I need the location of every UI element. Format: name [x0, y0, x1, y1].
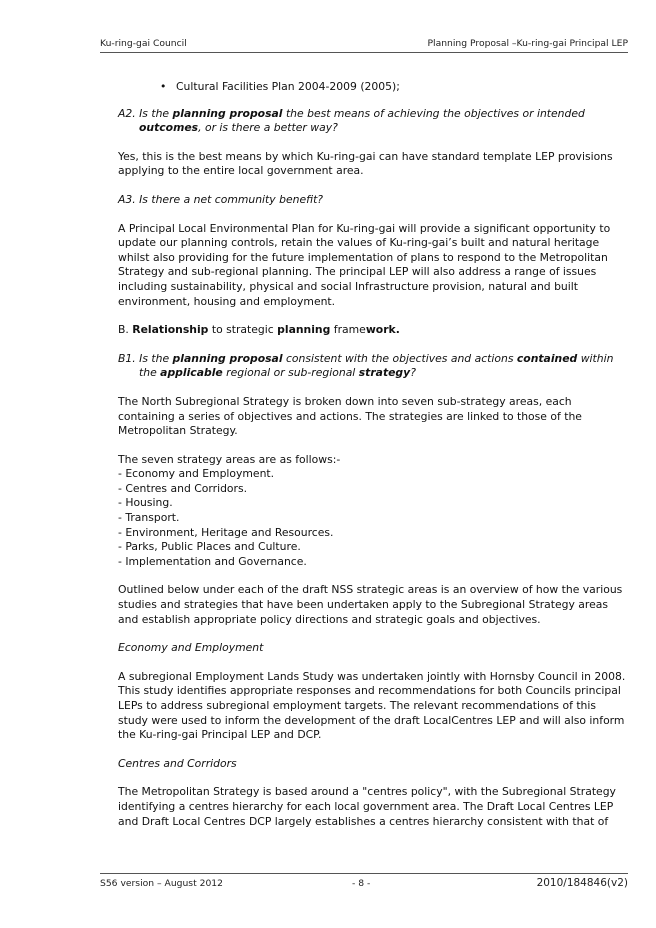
b1-bold-3: applicable: [160, 366, 223, 380]
a2-text-3: , or is there a better way?: [198, 121, 338, 135]
page-header: [100, 38, 628, 53]
a2-bold-2: outcomes: [139, 121, 199, 135]
nss-overview-paragraph: Outlined below under each of the draft NSS strategic areas is an overview of how the various studies and strategies that have been undertaken apply to the Subregional Strategy areas and establish appropriate policy directions and strategic goals and objectives.: [118, 583, 623, 626]
list-item: - Environment, Heritage and Resources.: [118, 525, 334, 539]
header-council-name: Ku-ring-gai Council: [100, 38, 187, 49]
b1-text-3: within the: [139, 351, 614, 380]
footer-version: S56 version – August 2012: [100, 878, 223, 889]
economy-heading: Economy and Employment: [118, 641, 264, 655]
header-document-title: Planning Proposal –Ku-ring-gai Principal LEP: [427, 38, 628, 49]
page-body: [118, 80, 628, 829]
bullet-text: Cultural Facilities Plan 2004-2009 (2005);: [176, 80, 400, 93]
b1-bold-2: contained: [516, 351, 578, 365]
section-b-heading: [118, 323, 628, 338]
section-b-prefix: B.: [118, 323, 133, 337]
economy-paragraph: A subregional Employment Lands Study was undertaken jointly with Hornsby Council in 2008. This study identifies appropriate responses and recommendations for both Councils principal LEPs to address subregional employment targets. The relevant recommendations of this study were used to inform the development of the draft LocalCentres LEP and will also inform the Ku-ring-gai Principal LEP and DCP.: [118, 669, 626, 742]
b1-text-4: regional or sub-regional: [222, 366, 359, 380]
subregional-strategy-paragraph: The North Subregional Strategy is broken down into seven sub-strategy areas, each containing a series of objectives and actions. The strategies are linked to those of the Metropolitan Strategy.: [118, 394, 582, 438]
answer-a2: Yes, this is the best means by which Ku-ring-gai can have standard template LEP provisions applying to the entire local government area.: [118, 149, 613, 178]
bullet-dot-icon: •: [160, 80, 167, 93]
question-b1: [118, 352, 628, 381]
answer-a3: A Principal Local Environmental Plan for Ku-ring-gai will provide a significant opportunity to update our planning controls, retain the values of Ku-ring-gai’s built and natural heritage whilst also providing for the future implementation of plans to respond to the Metropolitan Strategy and sub-regional planning. The principal LEP will also address a range of issues including sustainability, physical and social Infrastructure provision, natural and built environment, housing and employment.: [118, 221, 611, 308]
list-item: - Parks, Public Places and Culture.: [118, 540, 301, 554]
b1-bold-1: planning proposal: [172, 351, 283, 365]
section-b-bold-2: planning: [277, 323, 331, 337]
list-item: - Implementation and Governance.: [118, 554, 307, 568]
list-item: - Centres and Corridors.: [118, 481, 248, 495]
footer-page-number: - 8 -: [352, 878, 371, 889]
centres-paragraph: The Metropolitan Strategy is based around a "centres policy", with the Subregional Strategy identifying a centres hierarchy for each local government area. The Draft Local Centres LEP and Draft Local Centres DCP largely establishes a centres hierarchy consistent with that of: [118, 785, 616, 828]
list-item: - Transport.: [118, 511, 180, 525]
a2-text-2: the best means of achieving the objectives or intended: [282, 106, 585, 120]
a2-text-1: A2. Is the: [118, 106, 173, 120]
bullet-item: [118, 80, 628, 95]
strategy-list-intro: The seven strategy areas are as follows:-: [118, 452, 341, 466]
section-b-text-1: to strategic: [208, 323, 278, 337]
section-b-bold-3: work.: [365, 323, 400, 337]
b1-text-2: consistent with the objectives and actions: [282, 351, 517, 365]
b1-text-1: B1. Is the: [118, 351, 173, 365]
list-item: - Housing.: [118, 496, 173, 510]
a2-bold-1: planning proposal: [172, 106, 283, 120]
b1-bold-4: strategy: [358, 366, 411, 380]
section-b-bold-1: Relationship: [132, 323, 209, 337]
list-item: - Economy and Employment.: [118, 467, 275, 481]
page-footer: [100, 873, 628, 890]
centres-heading: Centres and Corridors: [118, 756, 237, 770]
footer-document-id: 2010/184846(v2): [536, 877, 628, 889]
question-a2: [118, 107, 628, 136]
section-b-text-2: frame: [330, 323, 366, 337]
b1-text-5: ?: [410, 366, 416, 380]
question-a3: A3. Is there a net community benefit?: [118, 192, 324, 206]
